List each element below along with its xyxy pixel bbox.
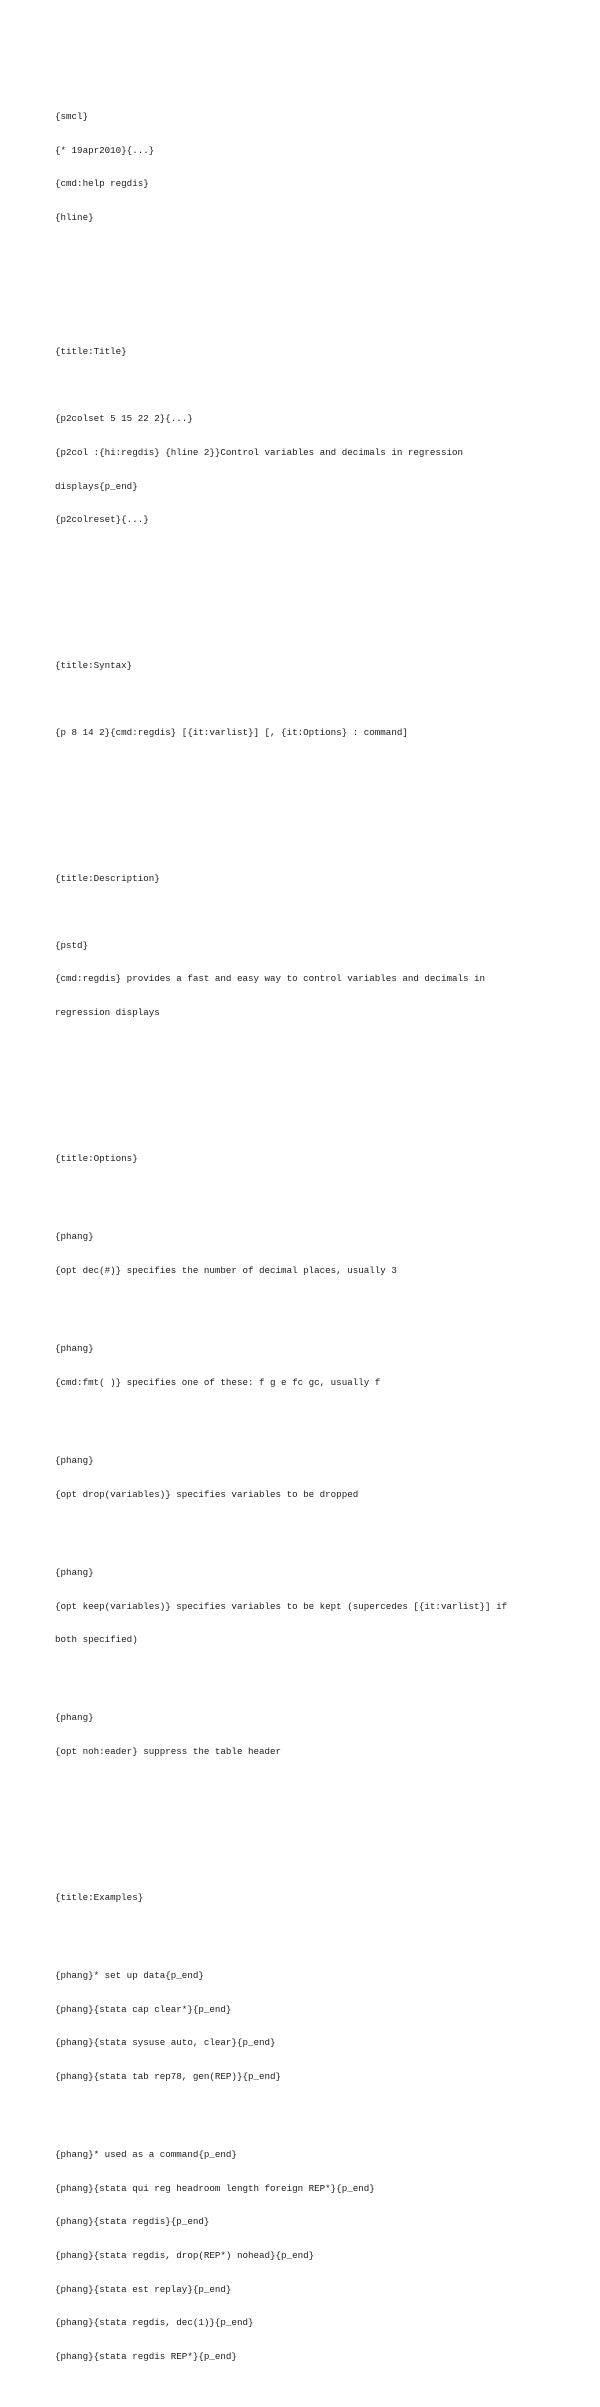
examples-section (55, 1869, 555, 2384)
code-line: regression displays (55, 1006, 160, 1018)
code-line: {p 8 14 2}{cmd:regdis} [{it:varlist}] [, {it:Options} : command] (55, 726, 408, 738)
code-line: {phang} (55, 1342, 94, 1354)
section-heading: {title:Title} (55, 346, 127, 358)
section-heading: {title:Options} (55, 1152, 138, 1164)
code-line: {phang}* used as a command{p_end} (55, 2149, 237, 2161)
code-line: {phang}{stata regdis REP*}{p_end} (55, 2350, 237, 2362)
section-heading: {title:Syntax} (55, 659, 133, 671)
code-line: {phang}{stata sysuse auto, clear}{p_end} (55, 2037, 276, 2049)
code-line: {p2colreset}{...} (55, 514, 149, 526)
smcl-help-document (55, 55, 555, 2407)
spacer (55, 693, 555, 704)
code-line: {opt drop(variables)} specifies variables to be dropped (55, 1488, 359, 1500)
spacer (55, 1668, 555, 1679)
spacer (55, 1074, 555, 1096)
section-heading: {title:Description} (55, 872, 160, 884)
description-section (55, 850, 555, 1040)
code-line: {cmd:help regdis} (55, 178, 149, 190)
code-line: {phang}{stata regdis, dec(1)}{p_end} (55, 2317, 254, 2329)
spacer (55, 581, 555, 603)
code-line: {* 19apr2010}{...} (55, 144, 155, 156)
code-line: {phang}{stata regdis}{p_end} (55, 2216, 210, 2228)
spacer (55, 1813, 555, 1835)
code-line: {opt noh:eader} suppress the table header (55, 1746, 282, 1758)
code-line: {smcl} (55, 111, 89, 123)
code-line: {phang}{stata tab rep78, gen(REP)}{p_end} (55, 2070, 282, 2082)
code-line: {phang}* set up data{p_end} (55, 1970, 204, 1982)
code-line: {opt dec(#)} specifies the number of decimal places, usually 3 (55, 1264, 397, 1276)
code-line: displays{p_end} (55, 480, 138, 492)
code-line: {cmd:fmt( )} specifies one of these: f g e fc gc, usually f (55, 1376, 381, 1388)
code-line: both specified) (55, 1634, 138, 1646)
syntax-section (55, 637, 555, 760)
spacer (55, 1522, 555, 1533)
spacer (55, 794, 555, 816)
code-line: {opt keep(variables)} specifies variables to be kept (supercedes [{it:varlist}] if (55, 1600, 508, 1612)
code-line: {phang} (55, 1712, 94, 1724)
title-section (55, 324, 555, 548)
spacer (55, 2104, 555, 2115)
spacer (55, 1410, 555, 1421)
code-line: {phang}{stata est replay}{p_end} (55, 2283, 232, 2295)
spacer (55, 1925, 555, 1936)
spacer (55, 1298, 555, 1309)
spacer (55, 380, 555, 391)
code-line: {p2colset 5 15 22 2}{...} (55, 413, 193, 425)
code-line: {phang}{stata qui reg headroom length foreign REP*}{p_end} (55, 2182, 375, 2194)
code-line: {phang} (55, 1566, 94, 1578)
code-line: {phang}{stata cap clear*}{p_end} (55, 2003, 232, 2015)
options-section (55, 1130, 555, 1780)
code-line: {cmd:regdis} provides a fast and easy way to control variables and decimals in (55, 973, 486, 985)
code-line: {phang}{stata regdis, drop(REP*) nohead}{p_end} (55, 2250, 315, 2262)
code-line: {p2col :{hi:regdis} {hline 2}}Control variables and decimals in regression (55, 446, 463, 458)
spacer (55, 1186, 555, 1197)
code-line: {pstd} (55, 939, 89, 951)
spacer (55, 906, 555, 917)
spacer (55, 279, 555, 290)
code-line: {phang} (55, 1454, 94, 1466)
section-heading: {title:Examples} (55, 1891, 144, 1903)
code-line: {hline} (55, 211, 94, 223)
header-block (55, 89, 555, 246)
code-line: {phang} (55, 1230, 94, 1242)
